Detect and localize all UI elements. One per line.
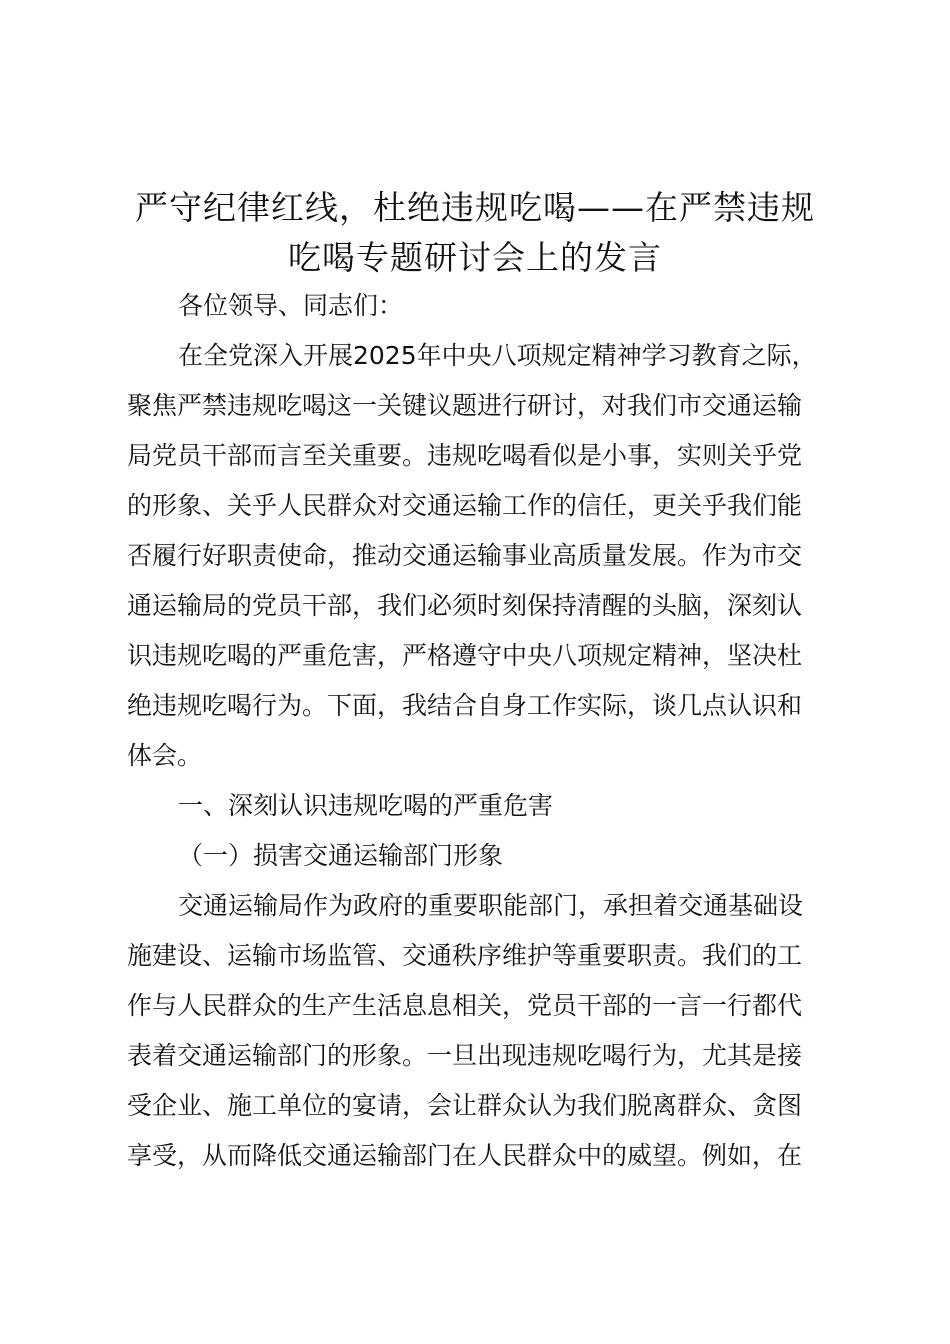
body-line: 表着交通运输部门的形象。一旦出现违规吃喝行为，尤其是接 xyxy=(127,1041,803,1070)
subsection-heading-1-1: （一）损害交通运输部门形象 xyxy=(178,841,504,870)
body-line: 享受，从而降低交通运输部门在人民群众中的威望。例如，在 xyxy=(127,1141,803,1170)
document-title-line-2: 吃喝专题研讨会上的发言 xyxy=(288,238,662,277)
intro-line: 局党员干部而言至关重要。违规吃喝看似是小事，实则关乎党 xyxy=(127,441,803,470)
intro-line: 在全党深入开展2025年中央八项规定精神学习教育之际， xyxy=(178,341,817,370)
body-line: 交通运输局作为政府的重要职能部门，承担着交通基础设 xyxy=(178,891,804,920)
salutation: 各位领导、同志们： xyxy=(178,291,404,320)
body-line: 施建设、运输市场监管、交通秩序维护等重要职责。我们的工 xyxy=(127,941,803,970)
intro-line: 体会。 xyxy=(127,741,203,770)
section-heading-1: 一、深刻认识违规吃喝的严重危害 xyxy=(178,791,554,820)
body-line: 受企业、施工单位的宴请，会让群众认为我们脱离群众、贪图 xyxy=(127,1091,803,1120)
document-title-line-1: 严守纪律红线，杜绝违规吃喝——在严禁违规 xyxy=(135,188,815,227)
intro-line: 绝违规吃喝行为。下面，我结合自身工作实际，谈几点认识和 xyxy=(127,691,803,720)
intro-line: 识违规吃喝的严重危害，严格遵守中央八项规定精神，坚决杜 xyxy=(127,641,803,670)
intro-line: 聚焦严禁违规吃喝这一关键议题进行研讨，对我们市交通运输 xyxy=(127,391,803,420)
intro-line: 通运输局的党员干部，我们必须时刻保持清醒的头脑，深刻认 xyxy=(127,591,803,620)
intro-line: 否履行好职责使命，推动交通运输事业高质量发展。作为市交 xyxy=(127,541,803,570)
body-line: 作与人民群众的生产生活息息相关，党员干部的一言一行都代 xyxy=(127,991,803,1020)
intro-line: 的形象、关乎人民群众对交通运输工作的信任，更关乎我们能 xyxy=(127,491,803,520)
